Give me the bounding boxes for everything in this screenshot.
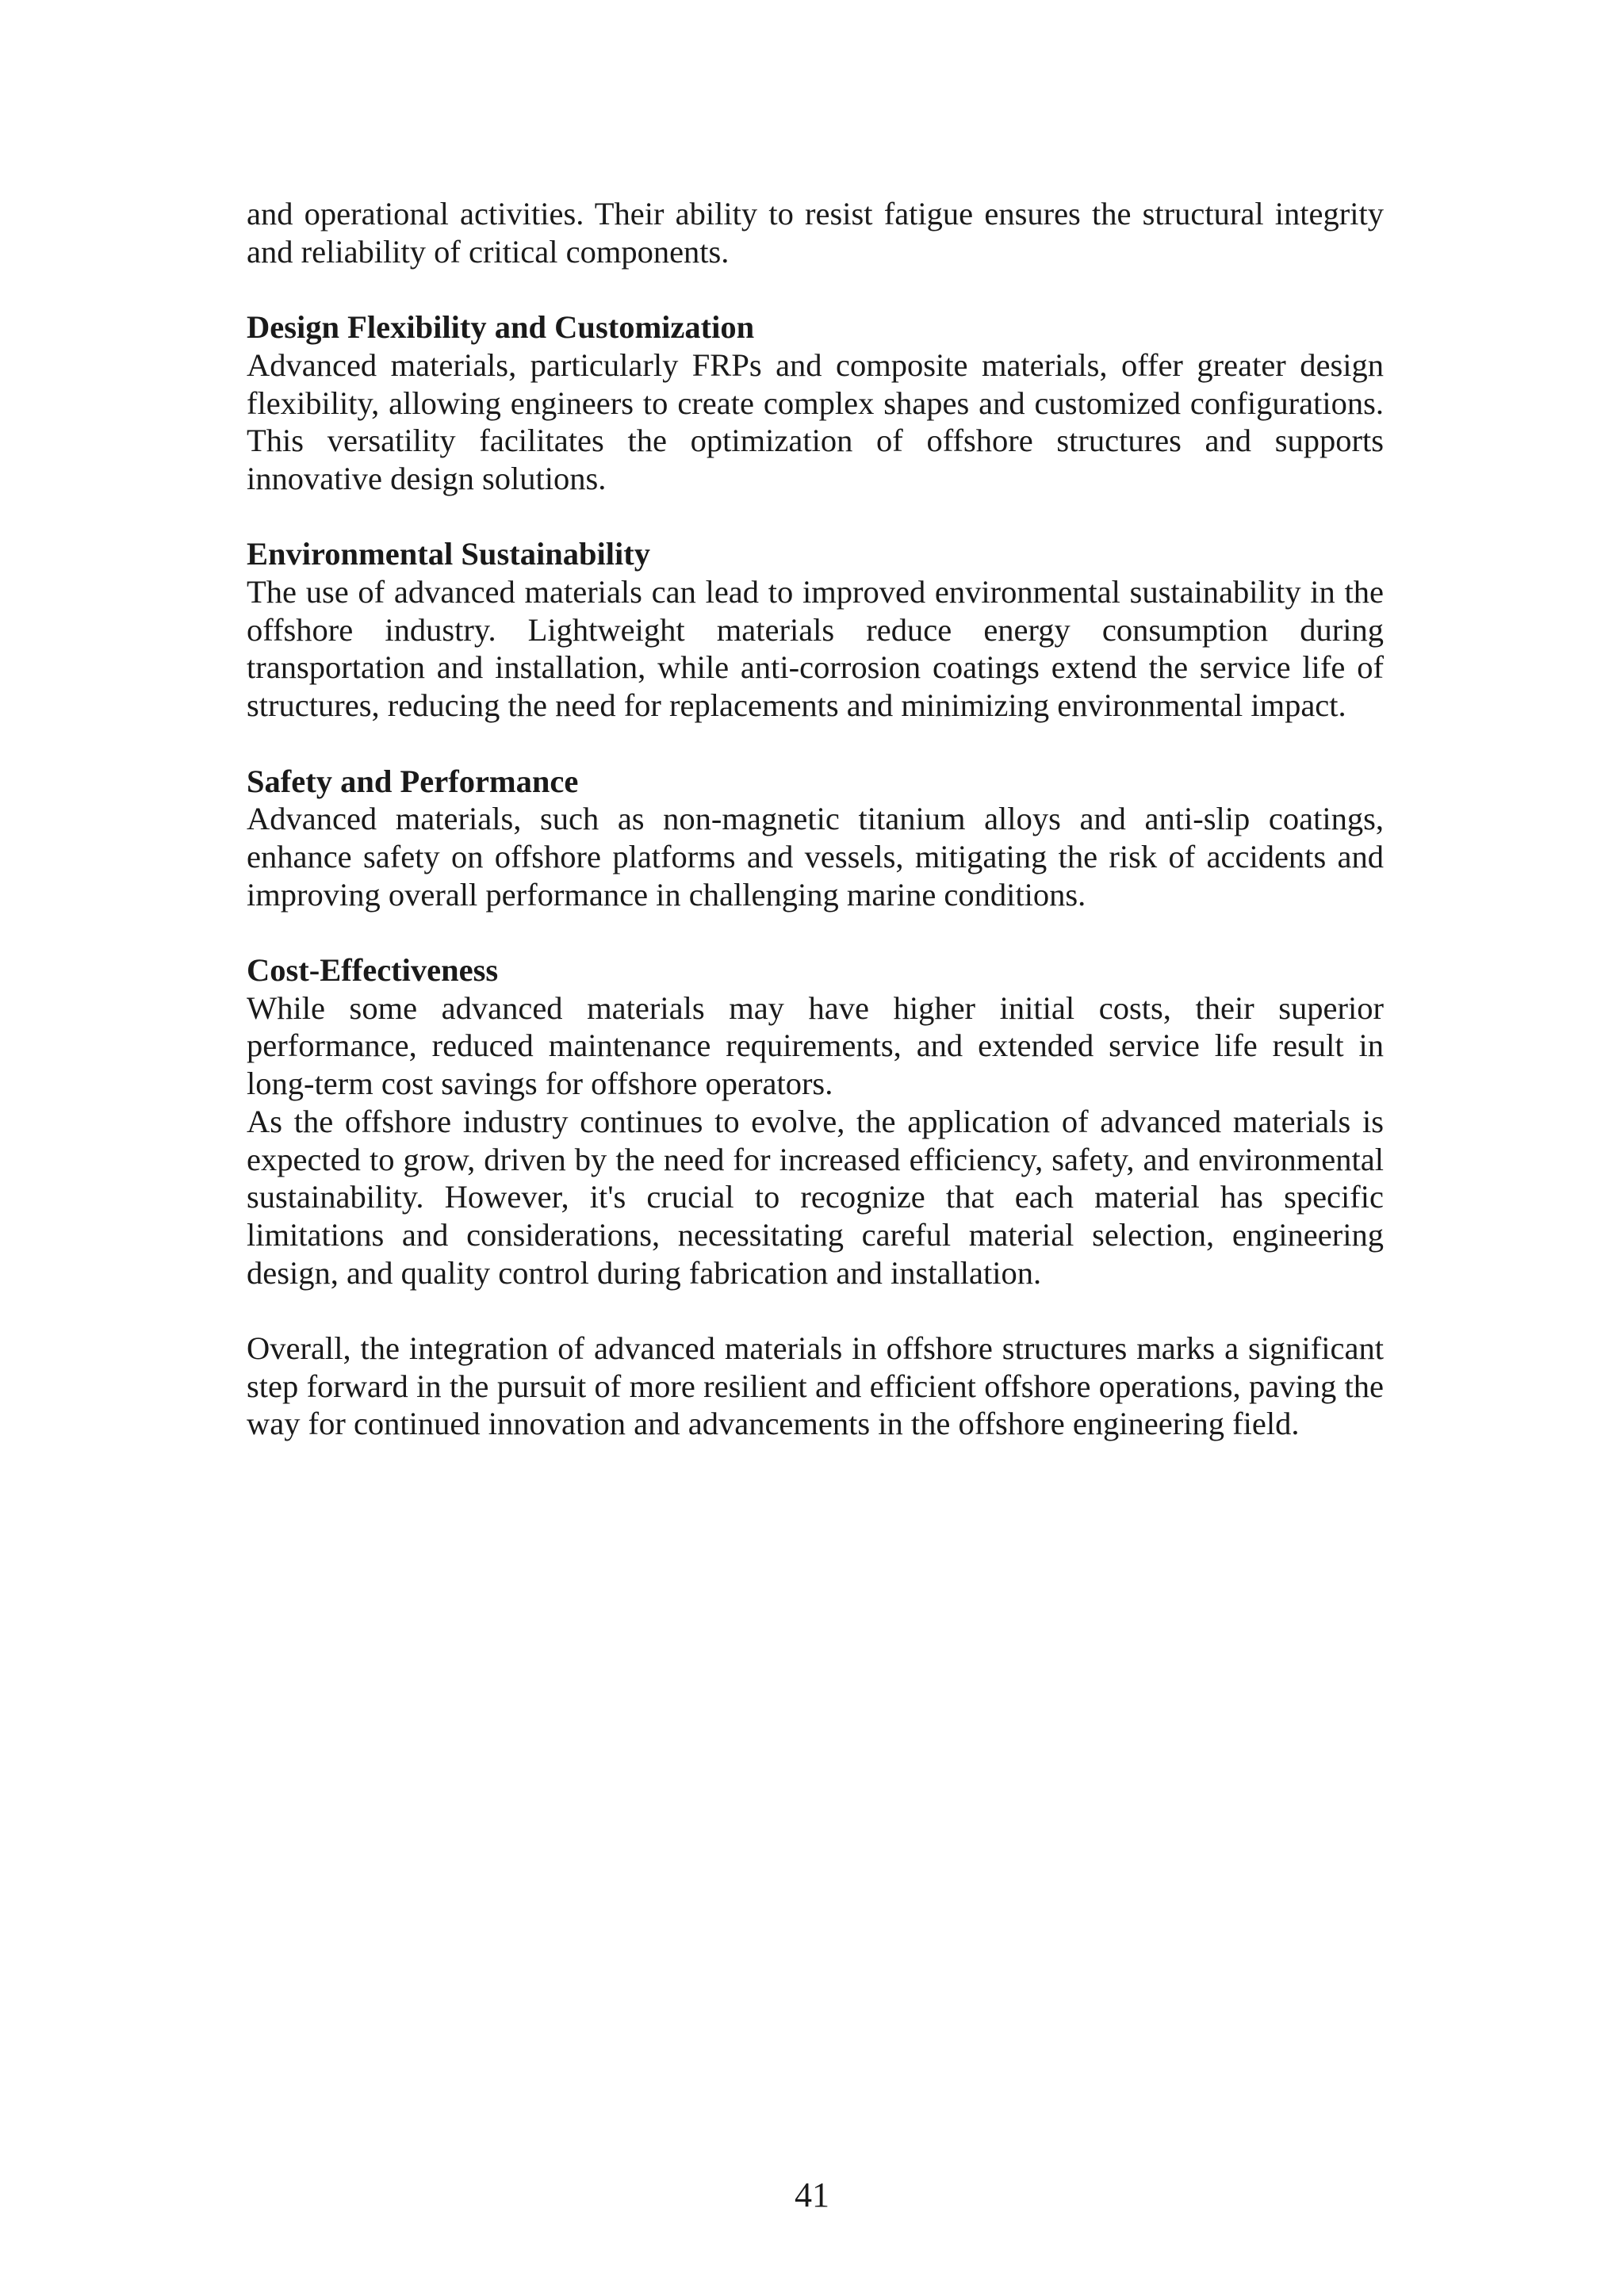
continuation-paragraph: and operational activities. Their ability to resist fatigue ensures the structural integrity and reliability of critical components.: [247, 196, 1384, 270]
section-paragraph: Advanced materials, such as non-magnetic titanium alloys and anti-slip coatings, enhance safety on offshore platforms and vessels, mitigating the risk of accidents and improving overall performance in challenging marine conditions.: [247, 801, 1384, 913]
section-heading: Design Flexibility and Customization: [247, 309, 755, 346]
section-paragraph: The use of advanced materials can lead to improved environmental sustainability in the offshore industry. Lightweight materials reduce energy consumption during transportation and installation, while anti-corrosion coatings extend the service life of structures, reducing the need for replacements and minimizing environmental impact.: [247, 574, 1384, 724]
section-environmental-sustainability: [247, 535, 1384, 725]
page-number: 41: [795, 2175, 829, 2214]
section-paragraph: Advanced materials, particularly FRPs and composite materials, offer greater design flexibility, allowing engineers to create complex shapes and customized configurations. This versatility facilitates the optimization of offshore structures and supports innovative design solutions.: [247, 346, 1384, 496]
section-cost-effectiveness: [247, 951, 1384, 1292]
section-safety-performance: [247, 763, 1384, 914]
section-heading: Environmental Sustainability: [247, 536, 650, 572]
page-body: [247, 195, 1384, 1443]
section-design-flexibility: [247, 308, 1384, 498]
section-paragraph: While some advanced materials may have higher initial costs, their superior performance, reduced maintenance requirements, and extended service life result in long-term cost savings for offshore operators.: [247, 989, 1384, 1102]
section-heading: Cost-Effectiveness: [247, 952, 499, 988]
section-heading: Safety and Performance: [247, 763, 579, 799]
conclusion-paragraph: Overall, the integration of advanced materials in offshore structures marks a significant step forward in the pursuit of more resilient and efficient offshore operations, paving the way for continued innovation and advancements in the offshore engineering field.: [247, 1330, 1384, 1442]
section-paragraph: As the offshore industry continues to evolve, the application of advanced materials is expected to grow, driven by the need for increased efficiency, safety, and environmental sustainability. However, it's crucial to recognize that each material has specific limitations and considerations, necessitating careful material selection, engineering design, and quality control during fabrication and installation.: [247, 1103, 1384, 1291]
